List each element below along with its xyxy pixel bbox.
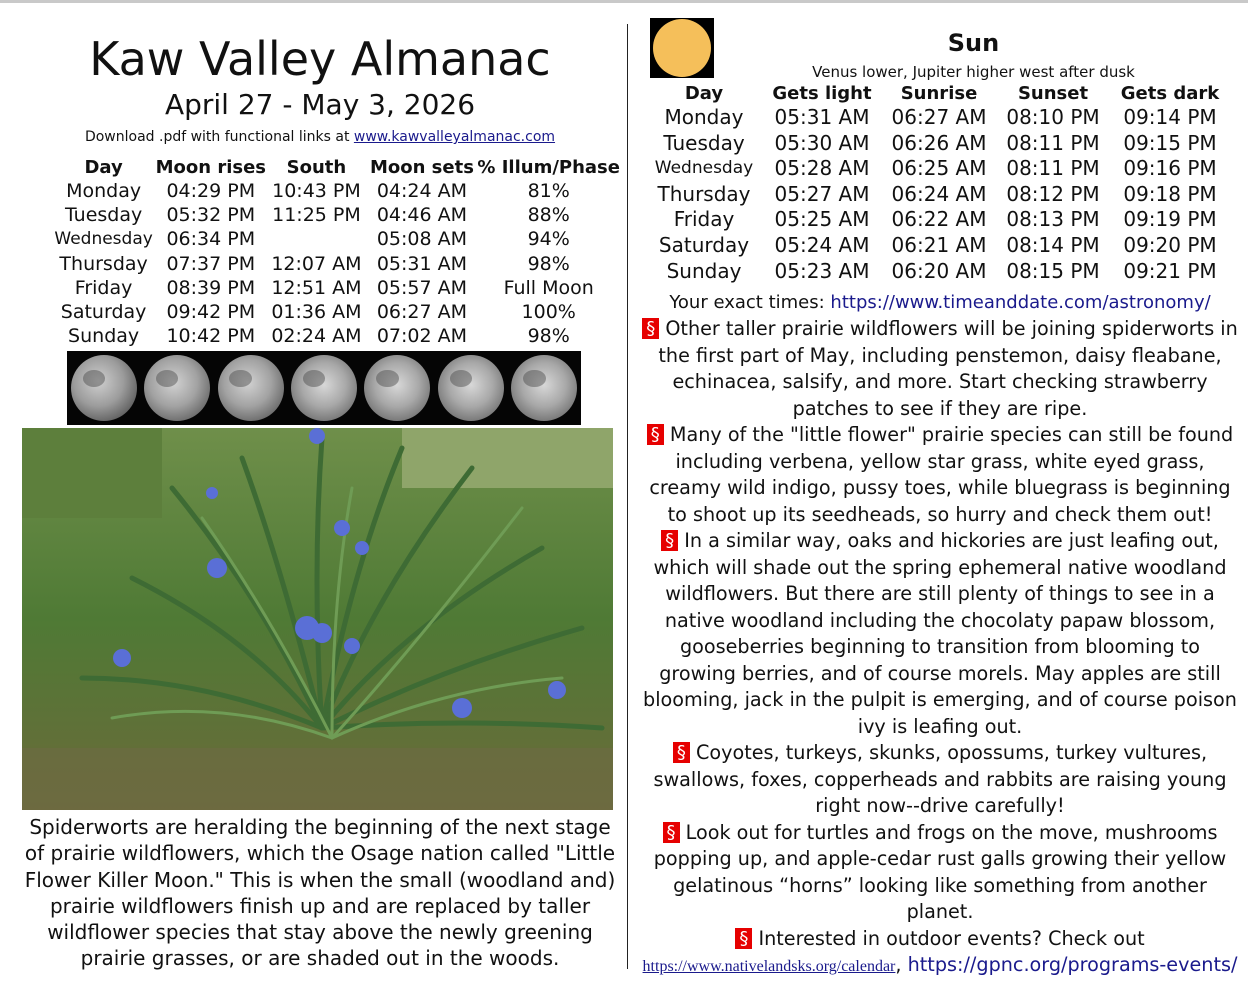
sun-light: 05:28 AM: [774, 156, 870, 181]
note-paragraph: [640, 422, 1240, 528]
moon-rises: 09:42 PM: [166, 301, 256, 324]
top-rule: [0, 0, 1248, 3]
moon-south: 02:24 AM: [271, 325, 362, 348]
moon-day: Sunday: [68, 325, 140, 348]
sun-table-header: [648, 83, 1228, 105]
sun-row: [648, 105, 1228, 131]
section-marker: §: [663, 822, 680, 843]
sun-day: Friday: [673, 207, 735, 232]
moon-south: [266, 227, 366, 251]
moon-rises: 06:34 PM: [166, 228, 256, 251]
timeanddate-link[interactable]: https://www.timeanddate.com/astronomy/: [830, 292, 1211, 313]
moon-table: [52, 157, 620, 348]
note-text: Coyotes, turkeys, skunks, opossums, turkey vultures, swallows, foxes, copperheads and rabbits are raising young right now--drive carefully!: [653, 741, 1227, 817]
moon-rises: 07:37 PM: [166, 252, 256, 275]
note-text: Other taller prairie wildflowers will be joining spiderworts in the first part of May, including penstemon, daisy fleabane, echinacea, salsify, and more. Start checking strawberry patches to see if they are ripe.: [658, 317, 1238, 420]
moon-day: Saturday: [60, 301, 147, 324]
section-marker: §: [642, 318, 659, 339]
gpnc-link[interactable]: https://gpnc.org/programs-events/: [907, 953, 1238, 976]
sun-dark: 09:21 PM: [1123, 258, 1217, 283]
download-prefix: Download .pdf with functional links at: [84, 129, 350, 145]
moon-phase-strip: [67, 351, 581, 425]
sun-rise: 06:26 AM: [891, 130, 987, 155]
sun-light: 05:27 AM: [774, 181, 870, 206]
moon-row: [52, 203, 620, 227]
sun-set: 08:11 PM: [1006, 156, 1100, 181]
moon-day: Monday: [66, 180, 142, 202]
moon-illum: 81%: [527, 180, 570, 202]
sun-header-set: Sunset: [1017, 83, 1089, 104]
moon-day: Wednesday: [54, 229, 153, 250]
section-marker: §: [661, 530, 678, 551]
section-marker: §: [735, 928, 752, 949]
moon-sets: 05:57 AM: [376, 276, 468, 299]
moon-row: [52, 324, 620, 348]
moon-phase-image: [71, 355, 137, 421]
sun-set: 08:11 PM: [1006, 130, 1100, 155]
sun-header-dark: Gets dark: [1120, 83, 1220, 104]
moon-south: 11:25 PM: [272, 204, 361, 227]
moon-illum: 98%: [527, 325, 570, 348]
sun-day: Tuesday: [663, 130, 745, 155]
notes-body: [640, 316, 1240, 981]
sun-row: [648, 259, 1228, 285]
note-paragraph: [640, 740, 1240, 820]
sun-title: Sun: [947, 29, 1000, 57]
moon-sets: 04:24 AM: [376, 180, 468, 202]
sun-row: [648, 233, 1228, 259]
moon-south: 12:51 AM: [271, 276, 362, 299]
moon-phase-image: [511, 355, 577, 421]
moon-table-header: [52, 157, 620, 179]
note-paragraph: [640, 528, 1240, 740]
section-marker: §: [673, 742, 690, 763]
moon-header-south: South: [286, 157, 347, 178]
moon-south: 12:07 AM: [271, 252, 362, 275]
moon-rises: 08:39 PM: [166, 276, 256, 299]
moon-phase-image: [364, 355, 430, 421]
moon-rises: 10:42 PM: [166, 325, 256, 348]
sun-rise: 06:25 AM: [891, 156, 987, 181]
moon-row: [52, 276, 620, 300]
note-text: Interested in outdoor events? Check out: [758, 926, 1145, 950]
moon-sets: 06:27 AM: [376, 301, 468, 324]
sun-light: 05:23 AM: [774, 258, 870, 283]
sun-header-day: Day: [684, 83, 724, 104]
sun-day: Sunday: [666, 258, 742, 283]
note-text: Many of the "little flower" prairie species can still be found including verbena, yellow star grass, white eyed grass, creamy wild indigo, pussy toes, while bluegrass is beginning to shoot up its seedheads, so hurry and check them out!: [649, 423, 1234, 526]
sun-dark: 09:15 PM: [1123, 130, 1217, 155]
page-title: Kaw Valley Almanac: [89, 32, 551, 86]
note-text: In a similar way, oaks and hickories are just leafing out, which will shade out the spring ephemeral native woodland wildflowers. But there are still plenty of things to see in a native woodland including the chocolaty papaw blossom, gooseberries beginning to transition from blooming to growing berries, and of course morels. May apples are still blooming, jack in the pulpit is emerging, and of course poison ivy is leafing out.: [643, 529, 1237, 738]
link-separator: ,: [895, 953, 902, 976]
moon-row: [52, 300, 620, 324]
photo-caption: Spiderworts are heralding the beginning of the next stage of prairie wildflowers, which the Osage nation called "Little Flower Killer Moon." This is when the small (woodland and) prairie wildflowers finish up and are replaced by taller wildflower species that stay above the newly greening prairie grasses, or are shaded out in the woods.: [24, 815, 616, 971]
sun-set: 08:12 PM: [1006, 181, 1100, 206]
moon-illum: 88%: [527, 204, 570, 227]
sun-day: Wednesday: [654, 158, 754, 179]
sun-subtitle: Venus lower, Jupiter higher west after dusk: [812, 63, 1135, 81]
column-divider: [627, 24, 628, 969]
sun-light: 05:25 AM: [774, 207, 870, 232]
moon-day: Friday: [74, 276, 133, 299]
moon-header-illum: % Illum/Phase: [477, 157, 620, 178]
moon-phase-image: [438, 355, 504, 421]
sun-set: 08:14 PM: [1006, 232, 1100, 257]
exact-times-line: [640, 291, 1240, 315]
date-range: April 27 - May 3, 2026: [164, 88, 476, 121]
moon-row: [52, 179, 620, 203]
sun-rise: 06:24 AM: [891, 181, 987, 206]
moon-sets: 07:02 AM: [376, 325, 468, 348]
sun-row: [648, 182, 1228, 208]
moon-rises: 04:29 PM: [166, 180, 256, 202]
note-paragraph: [640, 316, 1240, 422]
moon-south: 10:43 PM: [272, 180, 361, 202]
sun-rise: 06:22 AM: [891, 207, 987, 232]
sun-row: [648, 131, 1228, 157]
sun-rise: 06:20 AM: [891, 258, 987, 283]
sun-light: 05:30 AM: [774, 130, 870, 155]
sun-dark: 09:18 PM: [1123, 181, 1217, 206]
moon-row: [52, 227, 620, 251]
download-line: [20, 127, 620, 147]
sun-dark: 09:19 PM: [1123, 207, 1217, 232]
sun-dark: 09:20 PM: [1123, 232, 1217, 257]
moon-rises: 05:32 PM: [166, 204, 256, 227]
sun-light: 05:31 AM: [774, 105, 870, 129]
sun-dark: 09:16 PM: [1123, 156, 1217, 181]
note-paragraph: [640, 926, 1240, 981]
download-link[interactable]: www.kawvalleyalmanac.com: [353, 129, 556, 145]
section-marker: §: [647, 424, 664, 445]
moon-day: Thursday: [59, 252, 148, 275]
moon-illum: 100%: [521, 301, 576, 324]
moon-header-day: Day: [84, 157, 123, 178]
sun-day: Monday: [664, 105, 744, 129]
moon-sets: 05:31 AM: [376, 252, 468, 275]
sun-dark: 09:14 PM: [1123, 105, 1217, 129]
moon-row: [52, 252, 620, 276]
moon-phase-image: [144, 355, 210, 421]
sun-set: 08:10 PM: [1006, 105, 1100, 129]
moon-south: 01:36 AM: [271, 301, 362, 324]
spiderwort-photo-art: [22, 428, 613, 810]
moon-sets: 05:08 AM: [376, 228, 468, 251]
moon-phase-image: [291, 355, 357, 421]
sun-day: Saturday: [658, 232, 750, 257]
moon-illum: 98%: [527, 252, 570, 275]
exact-times-prefix: Your exact times:: [669, 292, 825, 313]
nativelands-link[interactable]: https://www.nativelandsks.org/calendar: [642, 958, 896, 975]
moon-header-rises: Moon rises: [155, 157, 267, 178]
sun-set: 08:15 PM: [1006, 258, 1100, 283]
sun-header-light: Gets light: [772, 83, 872, 104]
note-paragraph: [640, 820, 1240, 926]
moon-day: Tuesday: [64, 204, 143, 227]
spiderwort-photo: [22, 428, 613, 810]
sun-header-rise: Sunrise: [900, 83, 978, 104]
moon-illum: 94%: [527, 228, 570, 251]
moon-sets: 04:46 AM: [376, 204, 468, 227]
sun-set: 08:13 PM: [1006, 207, 1100, 232]
sun-rise: 06:21 AM: [891, 232, 987, 257]
moon-header-sets: Moon sets: [369, 157, 474, 178]
sun-day: Thursday: [657, 181, 751, 206]
sun-light: 05:24 AM: [774, 232, 870, 257]
sun-rise: 06:27 AM: [891, 105, 987, 129]
moon-phase-image: [218, 355, 284, 421]
sun-row: [648, 156, 1228, 182]
sun-row: [648, 207, 1228, 233]
sun-table: [648, 83, 1228, 284]
moon-illum: Full Moon: [503, 276, 594, 299]
note-text: Look out for turtles and frogs on the move, mushrooms popping up, and apple-cedar rust galls growing their yellow gelatinous “horns” looking like something from another planet.: [653, 820, 1227, 923]
